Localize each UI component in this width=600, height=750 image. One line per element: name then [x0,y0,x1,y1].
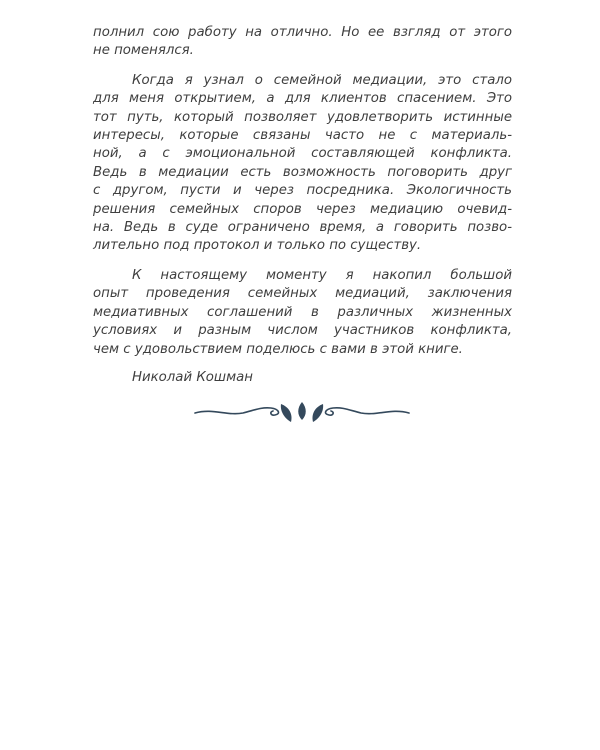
text-line: интересы, которые связаны часто не с материаль- [93,128,512,144]
text-line: опыт проведения семейных медиаций, заключения [93,286,512,302]
paragraph-2 [93,72,512,256]
author-signature: Николай Кошман [132,369,253,385]
floral-divider-icon [193,398,411,428]
text-line: Ведь в медиации есть возможность поговорить друг [93,164,512,180]
paragraph-3 [93,267,512,359]
paragraph-1 [93,24,512,61]
text-line: на. Ведь в суде ограничено время, а говорить позво- [93,220,512,236]
text-line: тот путь, который позволяет удовлетворить истинные [93,109,512,125]
text-line: К настоящему моменту я накопил большой [132,267,512,283]
text-line: ной, а с эмоциональной составляющей конфликта. [93,146,512,162]
text-line: полнил сою работу на отлично. Но ее взгляд от этого [93,25,512,40]
text-line: лительно под протокол и только по существу. [93,238,422,254]
text-line: не поменялся. [93,43,194,59]
text-line: Когда я узнал о семейной медиации, это стало [132,72,512,88]
text-line: чем с удовольствием поделюсь с вами в этой книге. [93,341,463,357]
text-line: условиях и разным числом участников конфликта, [93,323,512,339]
text-line: решения семейных споров через медиацию очевид- [93,201,512,217]
text-line: с другом, пусти и через посредника. Экологичность [93,183,512,199]
text-line: для меня открытием, а для клиентов спасением. Это [93,91,512,107]
document-page [93,24,512,387]
text-line: медиативных соглашений в различных жизненных [93,304,512,320]
